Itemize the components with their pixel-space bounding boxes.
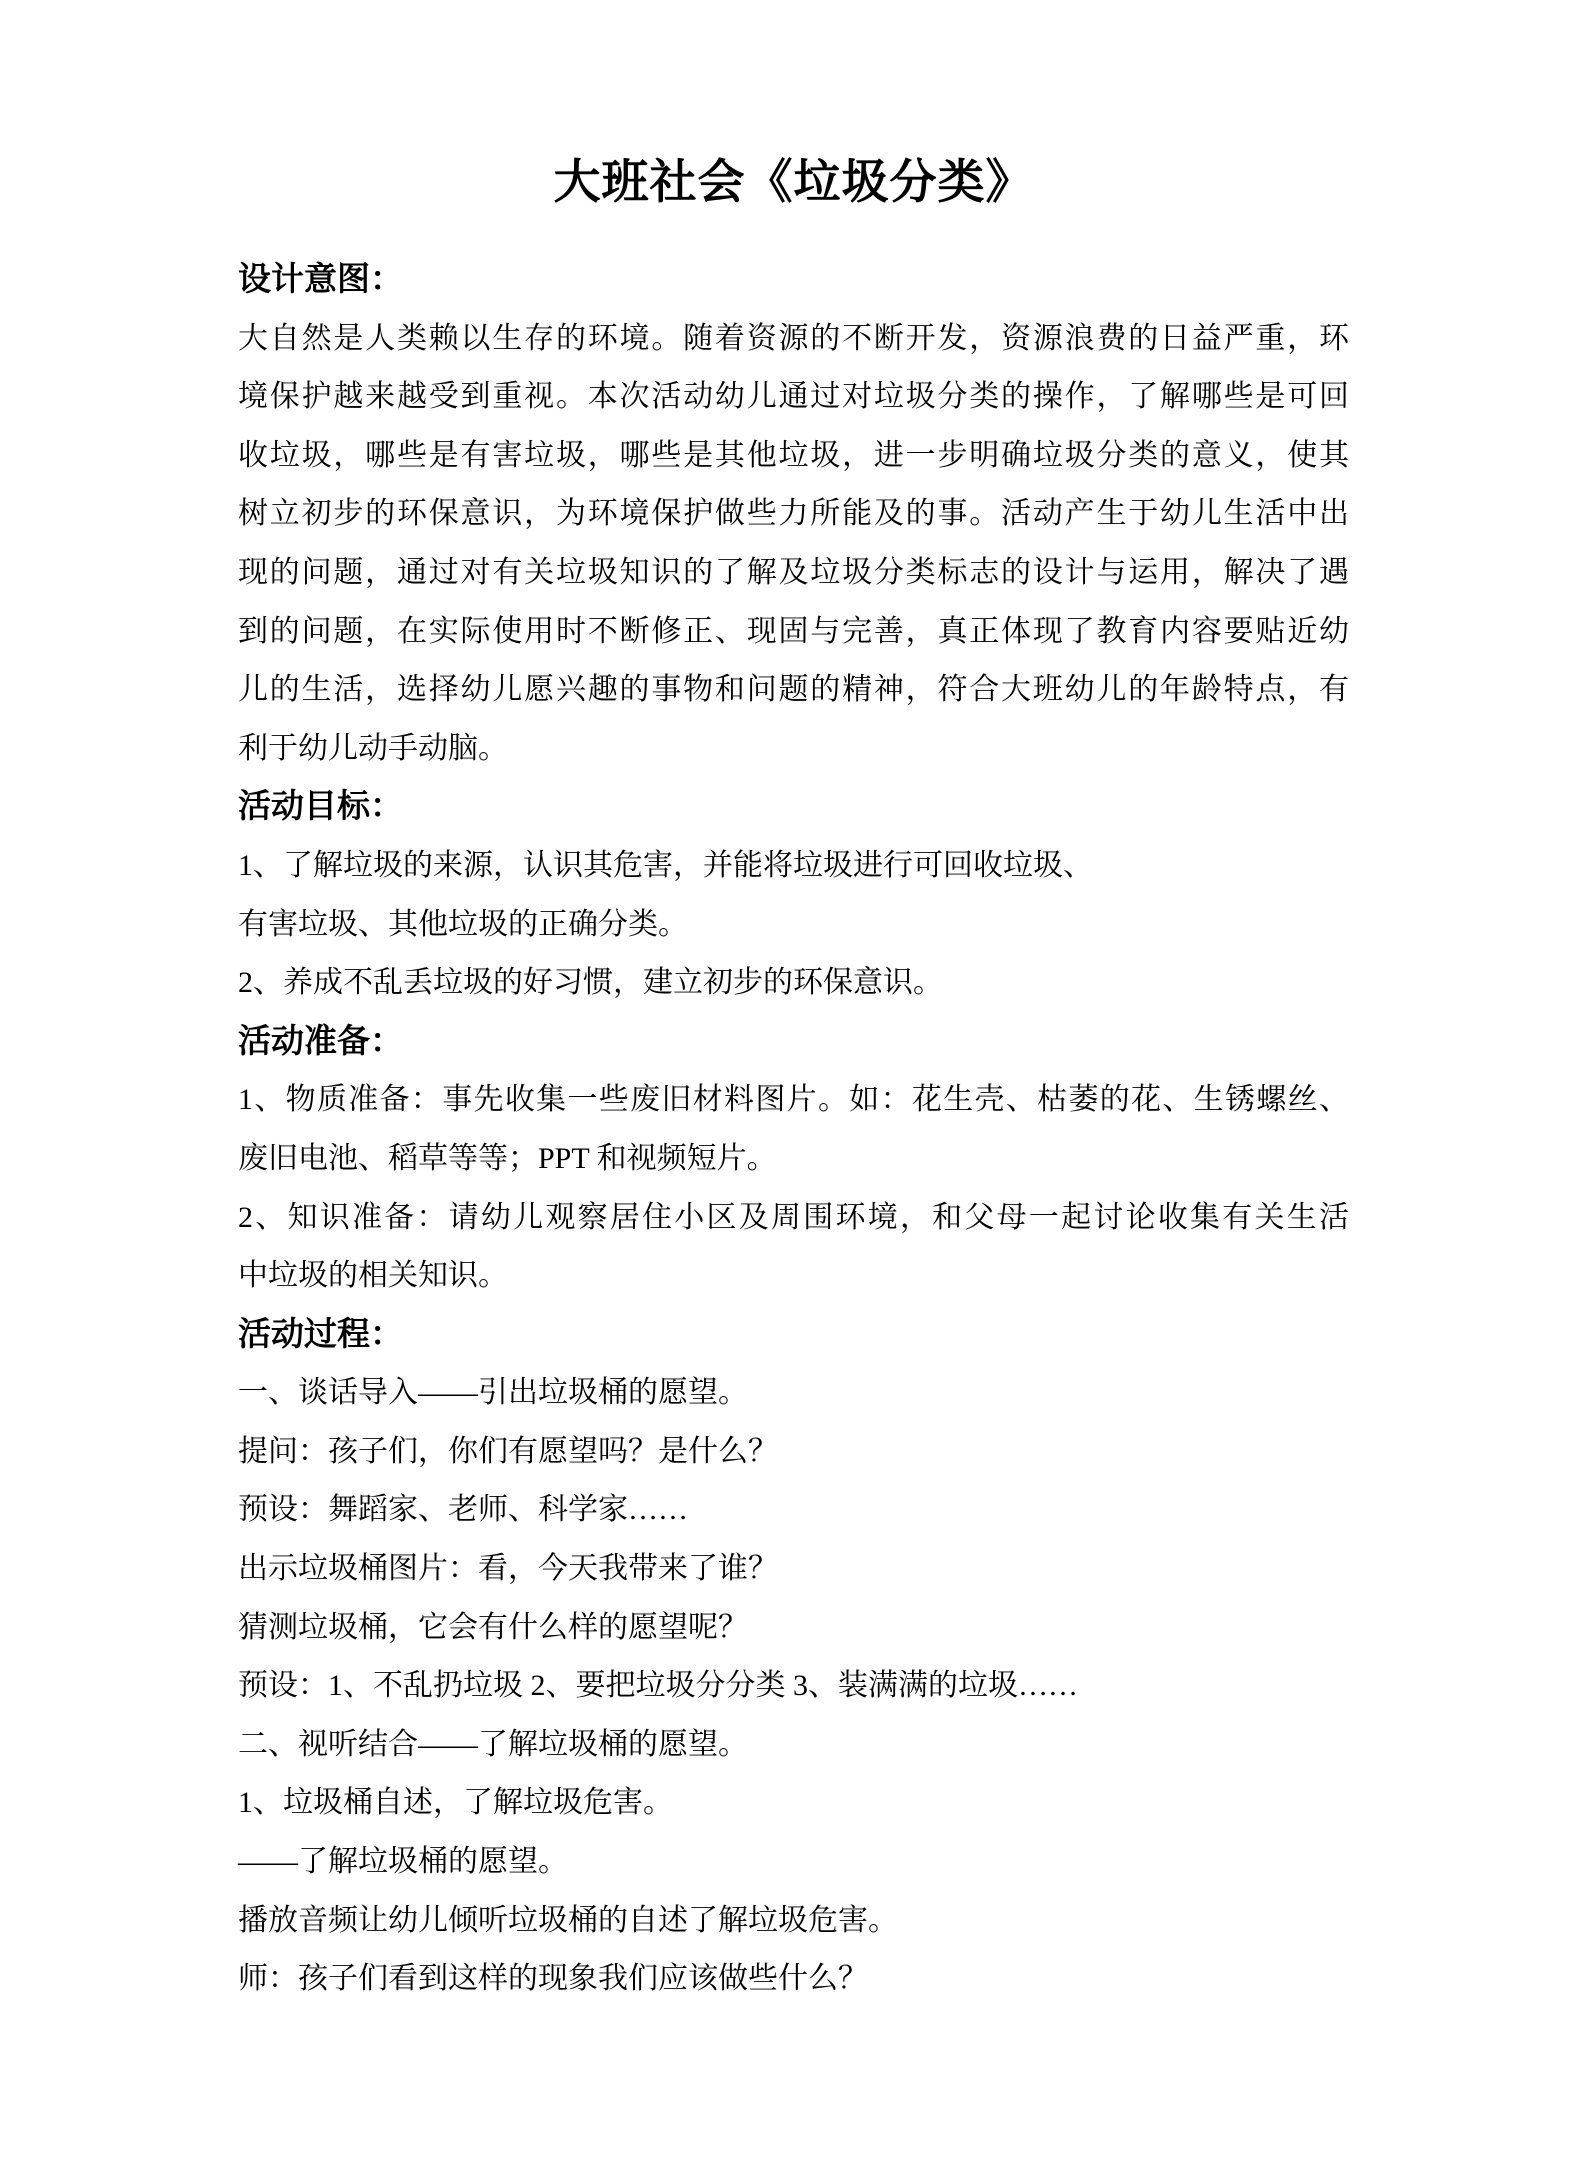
- text-line: 提问：孩子们，你们有愿望吗？是什么？: [238, 1434, 778, 1468]
- text-line: 预设：1、不乱扔垃圾 2、要把垃圾分分类 3、装满满的垃圾……: [238, 1669, 1078, 1703]
- text-line: 师：孩子们看到这样的现象我们应该做些什么？: [238, 1962, 868, 1996]
- text-line: 2、知识准备：请幼儿观察居住小区及周围环境，和父母一起讨论收集有关生活: [238, 1200, 1349, 1234]
- text-line: 有害垃圾、其他垃圾的正确分类。: [238, 907, 688, 941]
- text-line: 播放音频让幼儿倾听垃圾桶的自述了解垃圾危害。: [238, 1903, 898, 1937]
- text-line: 猜测垃圾桶，它会有什么样的愿望呢？: [238, 1610, 748, 1644]
- section-heading: 活动准备：: [238, 1023, 403, 1060]
- text-line: 2、养成不乱丢垃圾的好习惯，建立初步的环保意识。: [238, 966, 943, 1000]
- text-line: 二、视听结合——了解垃圾桶的愿望。: [238, 1727, 748, 1761]
- text-line: 废旧电池、稻草等等；PPT 和视频短片。: [238, 1141, 777, 1175]
- text-line: 1、了解垃圾的来源，认识其危害，并能将垃圾进行可回收垃圾、: [238, 848, 1093, 882]
- text-line: 收垃圾，哪些是有害垃圾，哪些是其他垃圾，进一步明确垃圾分类的意义，使其: [238, 438, 1349, 472]
- text-line: ——了解垃圾桶的愿望。: [238, 1845, 568, 1879]
- document-title: 大班社会《垃圾分类》: [553, 155, 1034, 208]
- text-line: 到的问题，在实际使用时不断修正、现固与完善，真正体现了教育内容要贴近幼: [238, 614, 1349, 648]
- text-line: 1、垃圾桶自述，了解垃圾危害。: [238, 1786, 673, 1820]
- section-heading: 活动过程：: [238, 1316, 403, 1353]
- text-line: 一、谈话导入——引出垃圾桶的愿望。: [238, 1376, 748, 1410]
- text-line: 出示垃圾桶图片：看，今天我带来了谁？: [238, 1552, 778, 1586]
- document-lines: [238, 251, 1349, 2009]
- text-line: 中垃圾的相关知识。: [238, 1259, 508, 1293]
- text-line: 1、物质准备：事先收集一些废旧材料图片。如：花生壳、枯萎的花、生锈螺丝、: [238, 1083, 1349, 1117]
- text-line: 境保护越来越受到重视。本次活动幼儿通过对垃圾分类的操作，了解哪些是可回: [238, 380, 1349, 414]
- section-heading: 设计意图：: [238, 262, 403, 298]
- text-line: 预设：舞蹈家、老师、科学家……: [238, 1493, 688, 1527]
- text-line: 大自然是人类赖以生存的环境。随着资源的不断开发，资源浪费的日益严重，环: [238, 321, 1349, 355]
- text-line: 现的问题，通过对有关垃圾知识的了解及垃圾分类标志的设计与运用，解决了遇: [238, 555, 1349, 589]
- section-heading: 活动目标：: [238, 789, 403, 826]
- text-line: 儿的生活，选择幼儿愿兴趣的事物和问题的精神，符合大班幼儿的年龄特点，有: [238, 673, 1349, 707]
- text-line: 利于幼儿动手动脑。: [238, 731, 508, 765]
- text-line: 树立初步的环保意识，为环境保护做些力所能及的事。活动产生于幼儿生活中出: [238, 497, 1349, 531]
